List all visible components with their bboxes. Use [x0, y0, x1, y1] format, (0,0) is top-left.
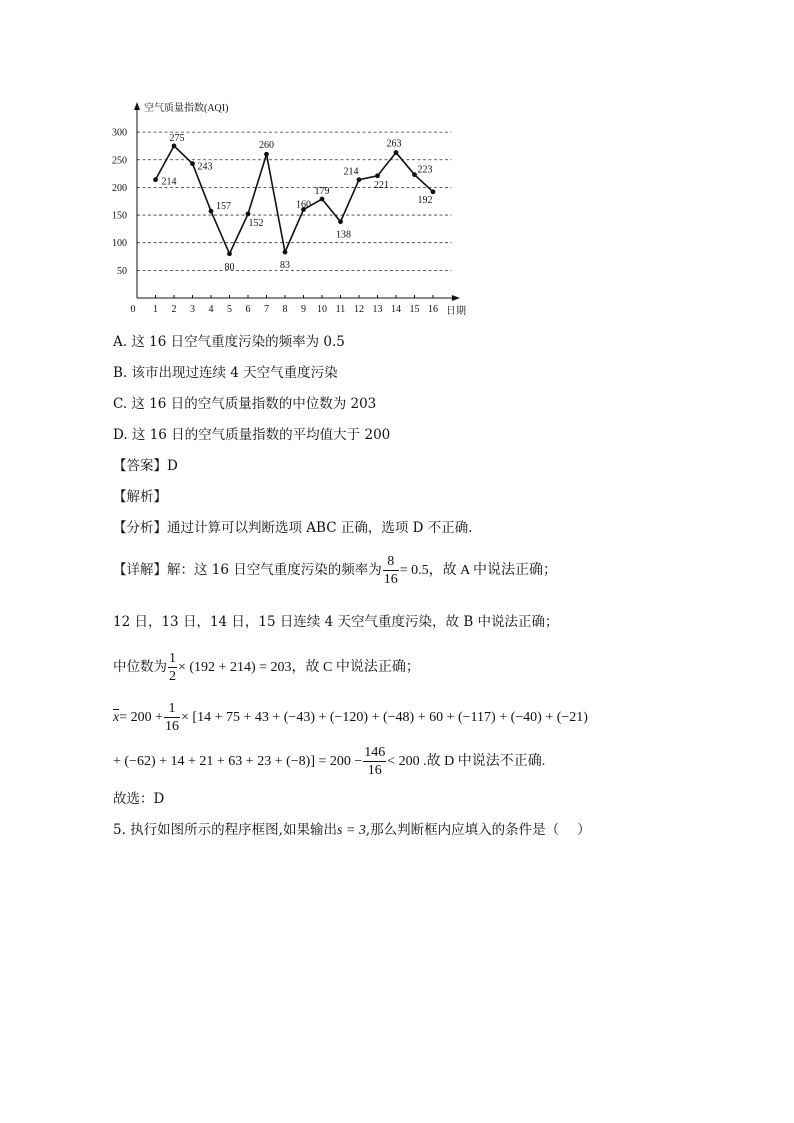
y-tick-label: 100 [112, 238, 127, 250]
data-label: 179 [314, 186, 330, 198]
analysis-tag: 【解析】 [113, 489, 167, 505]
data-label: 152 [248, 217, 264, 229]
chart-grid [137, 132, 452, 270]
detail-fraction [383, 553, 399, 588]
median-frac-num: 1 [169, 651, 176, 666]
y-axis-label: 空气质量指数(AQI) [144, 103, 229, 114]
x-tick-label: 10 [317, 304, 327, 315]
data-label: 243 [197, 161, 213, 173]
data-point [172, 144, 177, 149]
data-label: 80 [224, 261, 235, 273]
data-point [338, 219, 343, 224]
data-label: 138 [336, 229, 351, 241]
data-point [209, 209, 214, 214]
median-line [113, 650, 420, 685]
line-b-explanation: 12 日，13 日，14 日，15 日连续 4 天空气重度污染，故 B 中说法正确； [113, 614, 559, 630]
x-axis-arrow [452, 295, 460, 301]
data-point [227, 251, 232, 256]
q5-post: ,那么判断框内应填入的条件是（ [365, 822, 560, 838]
q5-pre: 5. 执行如图所示的程序框图,如果输出 [113, 822, 337, 838]
mean-line-1 [113, 700, 588, 735]
x-tick-label: 2 [171, 304, 177, 315]
data-point [153, 177, 158, 182]
mean-xbar: $\overline{x}$ [113, 710, 120, 725]
y-tick-label: 200 [112, 182, 127, 194]
data-point [412, 172, 417, 177]
data-point [431, 189, 436, 194]
x-tick-label: 9 [301, 304, 306, 315]
option-c: C. 这 16 日的空气质量指数的中位数为 203 [113, 396, 377, 412]
data-label: 221 [374, 179, 389, 191]
x-tick-label: 13 [372, 304, 383, 315]
mean2-frac-den: 16 [367, 763, 382, 778]
data-point [283, 250, 288, 255]
answer-value: D [167, 458, 178, 474]
detail-post: = 0.5，故 A 中说法正确； [399, 563, 557, 578]
data-point [375, 173, 380, 178]
answer-tag: 【答案】 [113, 458, 167, 474]
mean2-frac-num: 146 [364, 745, 386, 760]
data-label: 214 [343, 166, 359, 178]
detail-pre: 解：这 16 日空气重度污染的频率为 [167, 562, 382, 578]
data-label: 83 [280, 260, 290, 272]
data-label: 263 [386, 138, 402, 150]
y-axis-arrow [134, 102, 140, 110]
q5-math: s = 3 [336, 823, 366, 838]
mean2-fraction [363, 744, 386, 779]
data-point [264, 152, 269, 157]
x-tick-label: 6 [245, 304, 251, 315]
mean2-post: < 200 .故 D 中说法不正确. [387, 754, 546, 769]
median-post: × (192 + 214) = 203，故 C 中说法正确； [178, 660, 420, 675]
detail-frac-num: 8 [383, 553, 399, 571]
data-label: 192 [417, 194, 433, 206]
y-tick-label: 150 [112, 210, 127, 222]
answer-line [113, 458, 178, 474]
detail-line [113, 553, 557, 588]
x-tick-label: 1 [153, 304, 158, 315]
y-tick-label: 50 [117, 265, 127, 277]
x-tick-label: 14 [391, 304, 401, 315]
x-tick-label: 8 [282, 304, 288, 315]
x-tick-label: 3 [190, 304, 195, 315]
data-label: 275 [169, 132, 185, 144]
y-tick-label: 250 [112, 155, 127, 167]
x-tick-label: 4 [208, 304, 214, 315]
fenxi-tag: 【分析】 [113, 520, 167, 536]
median-frac-den: 2 [169, 669, 176, 684]
data-point [394, 150, 399, 155]
x-tick-label: 7 [264, 304, 269, 315]
q5-close: ） [577, 822, 591, 838]
data-label: 160 [296, 199, 311, 211]
chart-series [153, 133, 435, 273]
data-point [320, 197, 325, 202]
choose-line: 故选：D [113, 791, 165, 807]
option-d: D. 这 16 日的空气质量指数的平均值大于 200 [113, 427, 391, 443]
aqi-line-chart [0, 0, 794, 330]
data-label: 260 [259, 140, 274, 152]
x-tick-label: 15 [409, 304, 420, 315]
mean1-frac-den: 16 [165, 719, 180, 734]
x-tick-label: 12 [354, 304, 364, 315]
option-a: A. 这 16 日空气重度污染的频率为 0.5 [113, 334, 345, 350]
x-tick-label: 0 [130, 304, 136, 315]
option-b: B. 该市出现过连续 4 天空气重度污染 [113, 365, 338, 381]
mean1-frac-num: 1 [164, 700, 180, 718]
median-fraction [168, 650, 177, 685]
data-point [190, 161, 195, 166]
x-tick-label: 5 [227, 304, 232, 315]
data-label: 223 [417, 164, 433, 176]
x-tick-label: 11 [335, 304, 346, 315]
data-label: 157 [216, 201, 231, 213]
mean1-pre: = 200 + [119, 710, 164, 725]
detail-frac-den: 16 [383, 572, 398, 587]
chart-ticks [112, 128, 438, 315]
mean-line-2 [113, 744, 545, 779]
y-tick-label: 300 [112, 127, 127, 139]
question-5 [113, 822, 591, 839]
x-axis-label: 日期 [446, 306, 466, 317]
mean1-fraction [164, 700, 180, 735]
mean1-post: × [14 + 75 + 43 + (−43) + (−120) + (−48) + 60 + (−117) + (−40) + (−21) [181, 710, 588, 725]
detail-tag: 【详解】 [113, 562, 167, 578]
fenxi-line [113, 520, 473, 536]
data-point [357, 177, 362, 182]
median-pre: 中位数为 [113, 659, 167, 675]
x-tick-label: 16 [428, 304, 438, 315]
fenxi-text: 通过计算可以判断选项 ABC 正确，选项 D 不正确. [167, 520, 473, 536]
data-point [246, 212, 251, 217]
mean2-pre: + (−62) + 14 + 21 + 63 + 23 + (−8)] = 200 − [113, 754, 363, 769]
data-label: 214 [161, 176, 177, 188]
